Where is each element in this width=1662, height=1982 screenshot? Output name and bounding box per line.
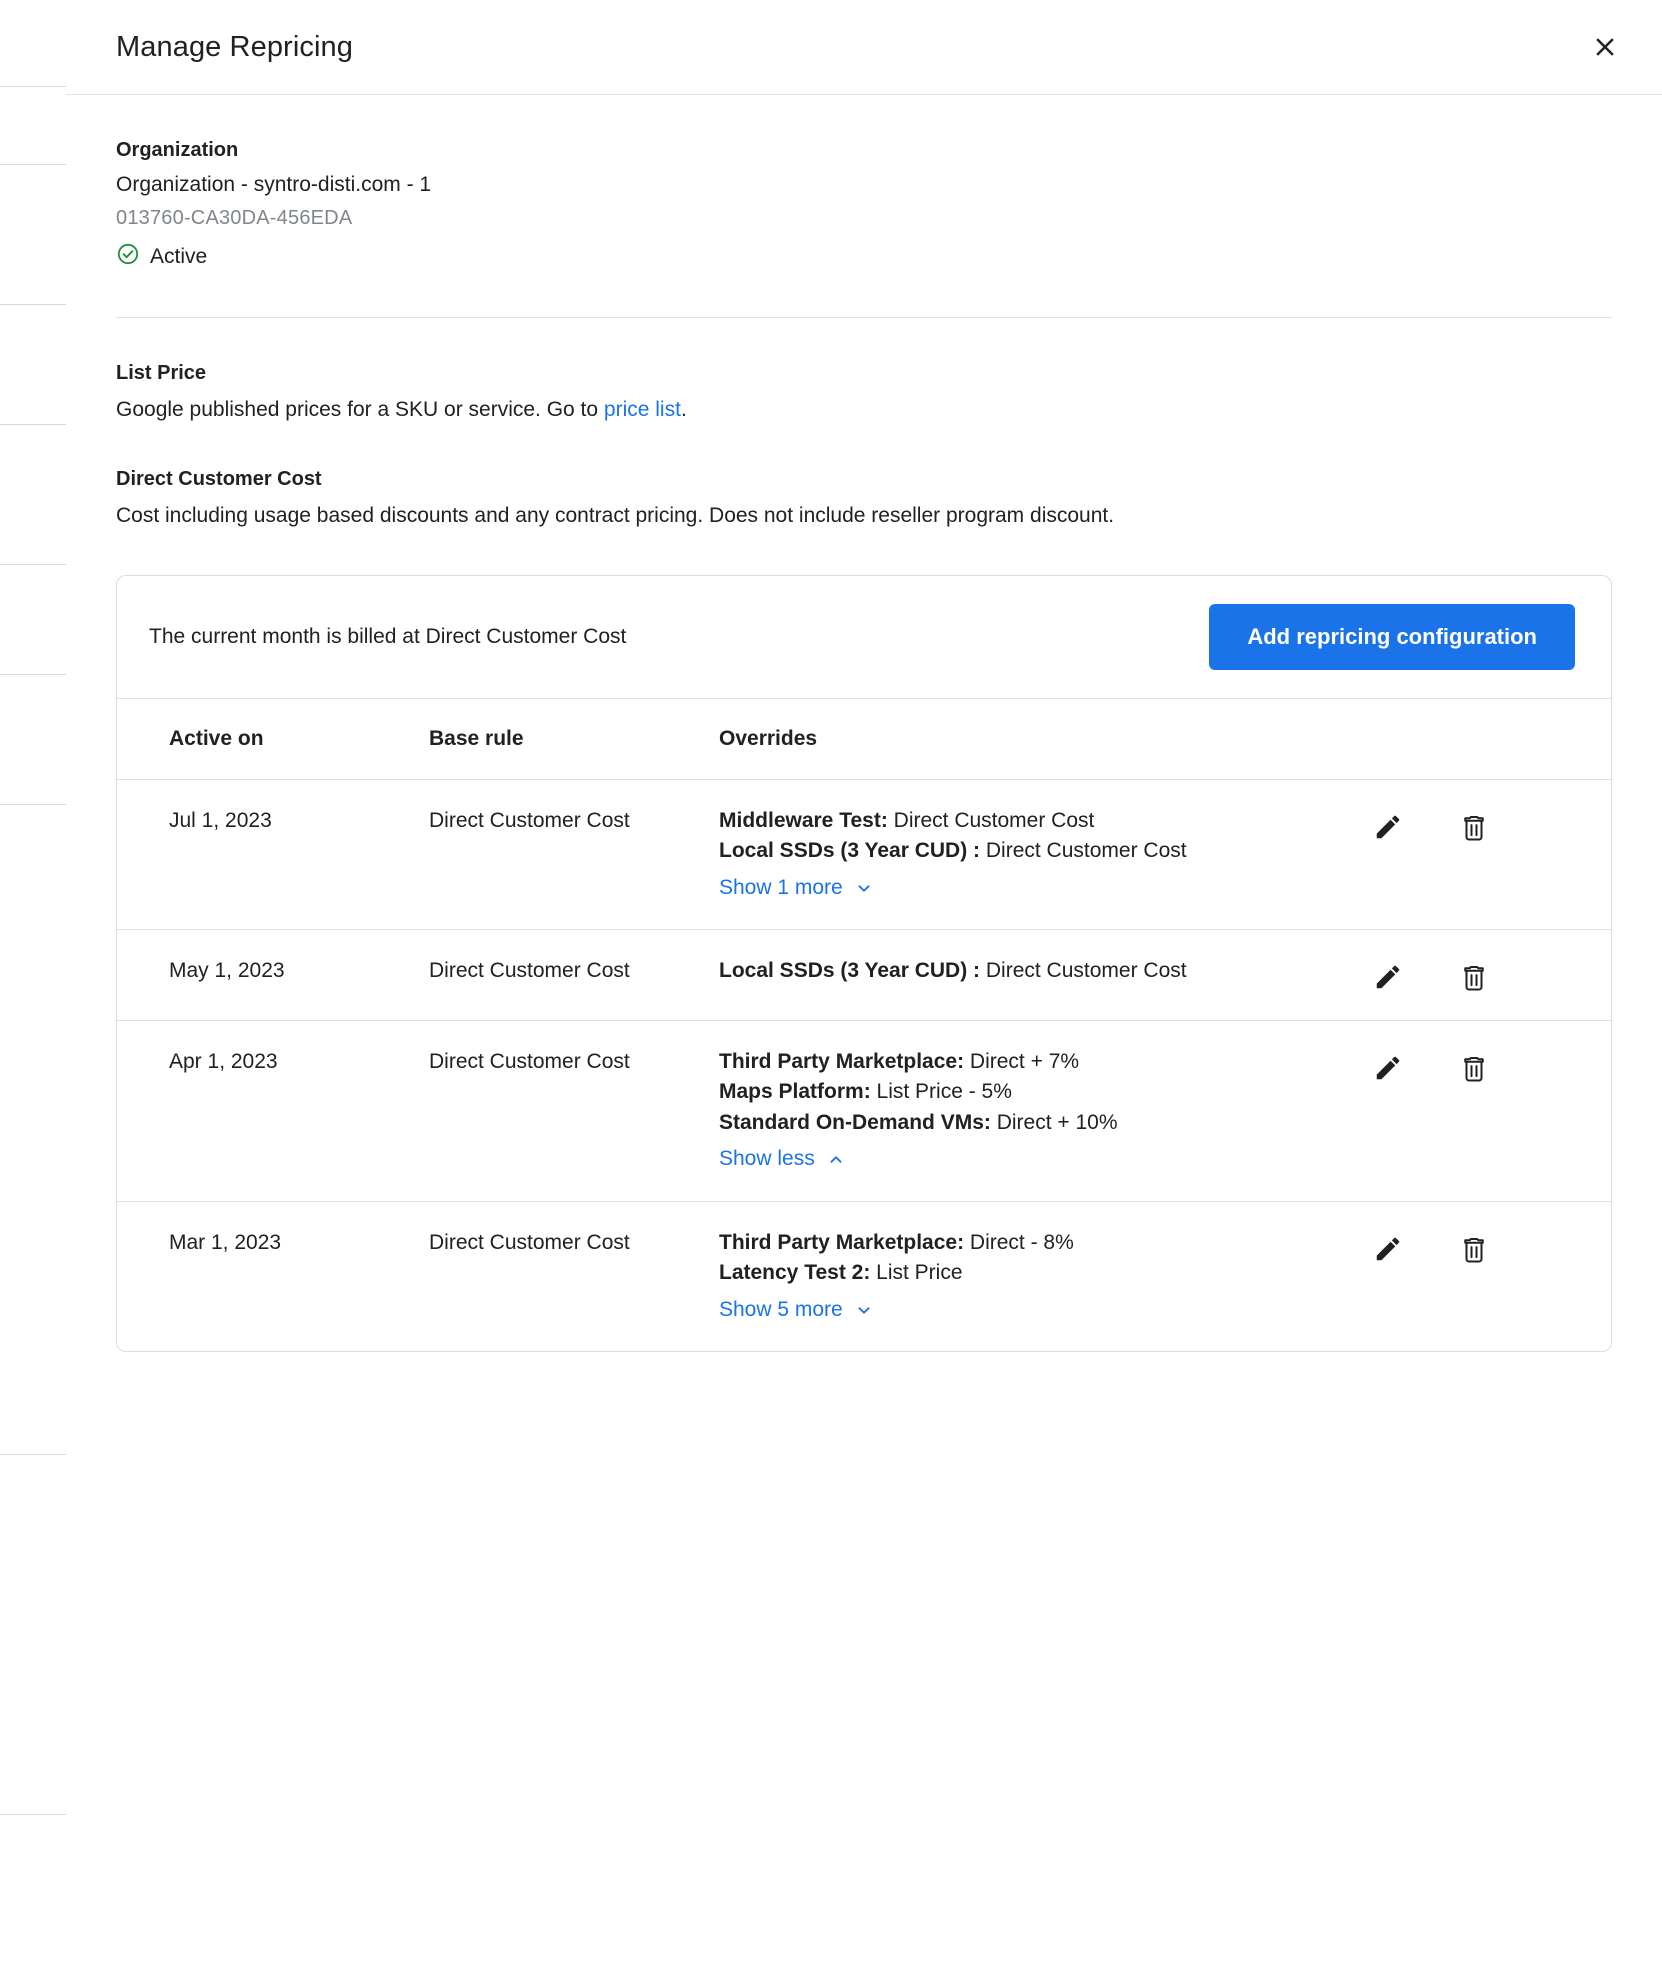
cell-actions bbox=[1361, 1201, 1611, 1351]
show-more-label: Show less bbox=[719, 1147, 815, 1171]
show-more-label: Show 1 more bbox=[719, 875, 843, 899]
table-row bbox=[117, 930, 1611, 1021]
page-title: Manage Repricing bbox=[116, 30, 353, 63]
cell-overrides bbox=[719, 779, 1361, 929]
cell-base-rule: Direct Customer Cost bbox=[429, 930, 719, 1021]
organization-heading: Organization bbox=[116, 139, 239, 161]
edit-pencil-icon[interactable] bbox=[1371, 810, 1405, 844]
edit-pencil-icon[interactable] bbox=[1371, 1051, 1405, 1085]
cell-base-rule: Direct Customer Cost bbox=[429, 1021, 719, 1202]
override-name: Maps Platform: bbox=[719, 1080, 871, 1104]
row-actions bbox=[1361, 1047, 1611, 1085]
billing-note: The current month is billed at Direct Customer Cost bbox=[149, 624, 627, 648]
cell-base-rule: Direct Customer Cost bbox=[429, 779, 719, 929]
manage-repricing-dialog bbox=[66, 0, 1662, 1982]
trash-icon[interactable] bbox=[1457, 1232, 1491, 1266]
override-value: Direct Customer Cost bbox=[887, 808, 1095, 832]
column-header-overrides: Overrides bbox=[719, 699, 1361, 780]
cell-actions bbox=[1361, 930, 1611, 1021]
cell-active-on: Mar 1, 2023 bbox=[169, 1230, 282, 1254]
edit-pencil-icon[interactable] bbox=[1371, 1232, 1405, 1266]
chevron-down-icon bbox=[853, 877, 875, 899]
table-row bbox=[117, 1201, 1611, 1351]
cell-base-rule: Direct Customer Cost bbox=[429, 1230, 630, 1254]
table-header-row bbox=[117, 699, 1611, 780]
cell-active-on: Apr 1, 2023 bbox=[117, 1021, 429, 1202]
cell-overrides bbox=[719, 1201, 1361, 1351]
table-row bbox=[117, 1021, 1611, 1202]
section-divider bbox=[116, 317, 1612, 318]
override-value: Direct + 7% bbox=[964, 1050, 1080, 1073]
cell-overrides bbox=[719, 930, 1361, 1021]
override-entry bbox=[719, 1228, 1361, 1258]
status-text: Active bbox=[150, 244, 208, 268]
override-entry bbox=[719, 836, 1361, 866]
cell-active-on: Jul 1, 2023 bbox=[117, 779, 429, 929]
override-value: Direct - 8% bbox=[964, 1230, 1074, 1254]
override-entry bbox=[719, 1108, 1361, 1138]
override-entry bbox=[719, 1077, 1361, 1107]
repricing-table bbox=[117, 699, 1611, 1351]
override-name: Third Party Marketplace: bbox=[719, 1230, 965, 1254]
show-more-label: Show 5 more bbox=[719, 1297, 843, 1321]
column-header-actions bbox=[1361, 699, 1611, 780]
override-name: Third Party Marketplace: bbox=[719, 1050, 965, 1073]
list-price-desc-before: Google published prices for a SKU or service. Go to bbox=[116, 398, 604, 421]
override-entry bbox=[719, 956, 1361, 986]
table-row bbox=[117, 779, 1611, 929]
add-repricing-configuration-button[interactable]: Add repricing configuration bbox=[1209, 604, 1575, 670]
override-name: Local SSDs (3 Year CUD) : bbox=[719, 839, 981, 863]
show-more-toggle[interactable] bbox=[719, 1295, 875, 1325]
show-more-toggle[interactable] bbox=[719, 873, 875, 903]
override-name: Latency Test 2: bbox=[719, 1261, 871, 1285]
trash-icon[interactable] bbox=[1457, 810, 1491, 844]
check-circle-icon bbox=[116, 242, 140, 271]
card-header bbox=[117, 576, 1611, 699]
edit-pencil-icon[interactable] bbox=[1371, 960, 1405, 994]
dialog-header bbox=[66, 0, 1662, 95]
override-value: Direct Customer Cost bbox=[980, 839, 1187, 863]
cell-overrides bbox=[719, 1021, 1361, 1202]
direct-customer-cost-heading: Direct Customer Cost bbox=[116, 468, 322, 491]
close-icon[interactable] bbox=[1580, 22, 1630, 72]
page-background bbox=[0, 0, 67, 1982]
row-actions bbox=[1361, 806, 1611, 844]
list-price-heading: List Price bbox=[116, 362, 207, 384]
override-value: List Price - 5% bbox=[870, 1080, 1012, 1104]
override-entry bbox=[719, 1047, 1361, 1077]
trash-icon[interactable] bbox=[1457, 960, 1491, 994]
override-entry bbox=[719, 806, 1361, 836]
list-price-desc-after: . bbox=[680, 398, 687, 421]
direct-customer-cost-description: Cost including usage based discounts and any contract pricing. Does not include reseller program discount. bbox=[116, 504, 1115, 528]
override-name: Local SSDs (3 Year CUD) : bbox=[719, 959, 981, 982]
chevron-up-icon bbox=[825, 1149, 847, 1171]
dialog-body bbox=[66, 139, 1662, 1352]
status-badge bbox=[116, 242, 1612, 271]
override-name: Standard On-Demand VMs: bbox=[719, 1110, 991, 1134]
override-value: Direct + 10% bbox=[990, 1110, 1118, 1134]
cell-actions bbox=[1361, 779, 1611, 929]
cell-active-on: May 1, 2023 bbox=[117, 930, 429, 1021]
row-actions bbox=[1361, 1228, 1611, 1266]
override-name: Middleware Test: bbox=[719, 808, 888, 832]
cell-actions bbox=[1361, 1021, 1611, 1202]
override-value: List Price bbox=[870, 1261, 963, 1285]
price-list-link[interactable]: price list bbox=[603, 398, 681, 421]
show-more-toggle[interactable] bbox=[719, 1144, 847, 1174]
trash-icon[interactable] bbox=[1457, 1051, 1491, 1085]
column-header-active-on: Active on bbox=[117, 699, 429, 780]
column-header-base-rule: Base rule bbox=[429, 699, 719, 780]
override-entry bbox=[719, 1258, 1361, 1288]
organization-name: Organization - syntro-disti.com - 1 bbox=[116, 173, 432, 196]
override-value: Direct Customer Cost bbox=[980, 959, 1187, 982]
organization-id: 013760-CA30DA-456EDA bbox=[116, 207, 353, 229]
list-price-description bbox=[116, 396, 1612, 424]
row-actions bbox=[1361, 956, 1611, 994]
repricing-configurations-card bbox=[116, 575, 1612, 1352]
chevron-down-icon bbox=[853, 1299, 875, 1321]
